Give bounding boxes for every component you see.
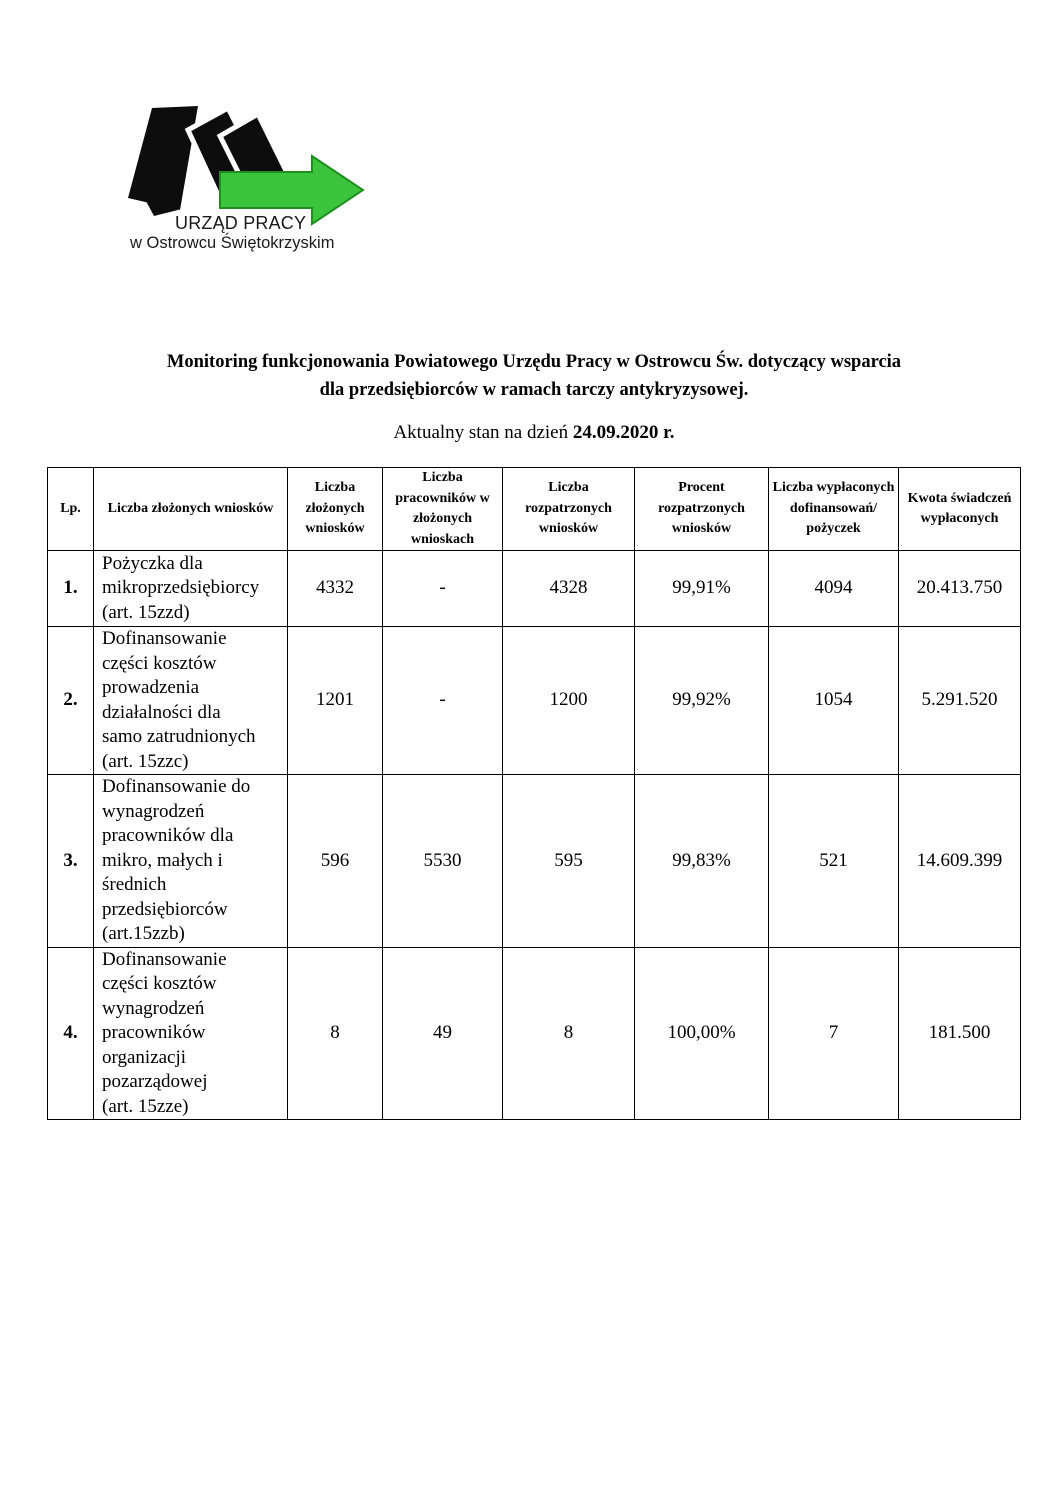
row-name — [94, 947, 288, 1120]
row-name-line: przedsiębiorców — [102, 898, 228, 920]
row-name-line: (art. 15zze) — [102, 1095, 189, 1117]
row-name-line: (art. 15zzc) — [102, 750, 189, 772]
row-submitted: 596 — [288, 775, 383, 948]
row-name-line: prowadzenia — [102, 677, 200, 698]
row-lp: 2. — [48, 627, 94, 775]
header-paid-count: Liczba wypłaconych dofinansowań/ pożyczek — [769, 468, 899, 551]
row-name-line: wynagrodzeń — [102, 997, 205, 1019]
row-name-line: pracowników dla — [102, 825, 234, 846]
row-percent: 99,91% — [635, 551, 769, 627]
row-name-line: działalności dla — [102, 701, 221, 723]
table-row — [48, 775, 1021, 948]
row-employees: 5530 — [383, 775, 503, 948]
row-name-line: pracowników — [102, 1022, 206, 1043]
row-amount: 5.291.520 — [899, 627, 1021, 775]
row-lp: 4. — [48, 947, 94, 1120]
header-lp: Lp. — [48, 468, 94, 551]
row-name-line: mikroprzedsiębiorcy — [102, 577, 260, 599]
row-name — [94, 551, 288, 627]
row-lp: 1. — [48, 551, 94, 627]
status-prefix: Aktualny stan na dzień — [393, 422, 569, 443]
row-employees: 49 — [383, 947, 503, 1120]
row-name-line: (art. 15zzd) — [102, 601, 190, 623]
row-name-line: mikro, małych i — [102, 849, 223, 871]
row-name-line: Dofinansowanie — [102, 628, 227, 649]
row-name-line: Dofinansowanie do — [102, 776, 251, 797]
header-submitted: Liczba złożonych wniosków — [288, 468, 383, 551]
logo-text-line1: URZĄD PRACY — [175, 213, 307, 233]
header-processed: Liczba rozpatrzonych wniosków — [503, 468, 635, 551]
header-name: Liczba złożonych wniosków — [94, 468, 288, 551]
table-row — [48, 947, 1021, 1120]
title-line-1: Monitoring funkcjonowania Powiatowego Urzędu Pracy w Ostrowcu Św. dotyczący wsparcia — [166, 352, 902, 372]
row-lp: 3. — [48, 775, 94, 948]
row-name-line: samo zatrudnionych — [102, 726, 256, 747]
row-percent: 99,92% — [635, 627, 769, 775]
header-percent: Procent rozpatrzonych wniosków — [635, 468, 769, 551]
row-amount: 20.413.750 — [899, 551, 1021, 627]
row-processed: 595 — [503, 775, 635, 948]
status-date: 24.09.2020 r. — [572, 422, 675, 443]
monitoring-table — [47, 467, 1021, 1120]
row-amount: 181.500 — [899, 947, 1021, 1120]
row-submitted: 8 — [288, 947, 383, 1120]
table-header-row — [48, 468, 1021, 551]
row-paid-count: 7 — [769, 947, 899, 1120]
row-processed: 1200 — [503, 627, 635, 775]
header-employees: Liczba pracowników w złożonych wnioskach — [383, 468, 503, 551]
logo-graphic — [120, 100, 380, 230]
row-employees: - — [383, 627, 503, 775]
row-processed: 4328 — [503, 551, 635, 627]
row-percent: 99,83% — [635, 775, 769, 948]
row-amount: 14.609.399 — [899, 775, 1021, 948]
row-name-line: Dofinansowanie — [102, 948, 227, 970]
logo-text-line2: w Ostrowcu Świętokrzyskim — [130, 234, 335, 252]
table-row — [48, 627, 1021, 775]
row-submitted: 4332 — [288, 551, 383, 627]
row-name-line: średnich — [102, 874, 167, 895]
row-name-line: wynagrodzeń — [102, 800, 205, 822]
row-name-line: Pożyczka dla — [102, 552, 203, 574]
row-paid-count: 4094 — [769, 551, 899, 627]
row-paid-count: 521 — [769, 775, 899, 948]
row-paid-count: 1054 — [769, 627, 899, 775]
row-employees: - — [383, 551, 503, 627]
row-name — [94, 627, 288, 775]
title-line-2: dla przedsiębiorców w ramach tarczy antykryzysowej. — [319, 380, 749, 400]
row-name-line: pozarządowej — [102, 1071, 208, 1092]
row-submitted: 1201 — [288, 627, 383, 775]
logo — [120, 100, 380, 270]
status-date-line — [48, 422, 1020, 444]
row-name-line: części kosztów — [102, 973, 217, 994]
row-name-line: organizacji — [102, 1046, 187, 1068]
row-processed: 8 — [503, 947, 635, 1120]
row-name-line: (art.15zzb) — [102, 923, 185, 944]
row-percent: 100,00% — [635, 947, 769, 1120]
document-title — [48, 348, 1020, 404]
row-name — [94, 775, 288, 948]
table-row — [48, 551, 1021, 627]
row-name-line: części kosztów — [102, 652, 217, 674]
header-amount: Kwota świadczeń wypłaconych — [899, 468, 1021, 551]
